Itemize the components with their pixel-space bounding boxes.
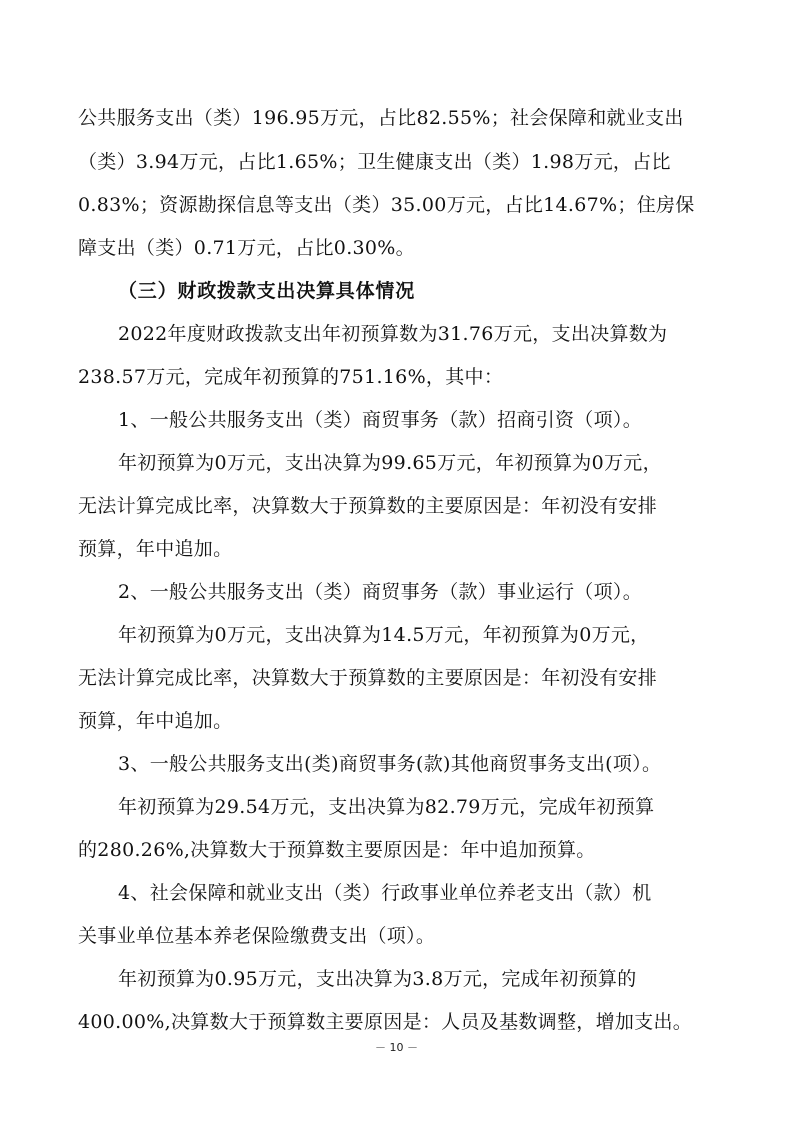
paragraph-line: 2022年度财政拨款支出年初预算数为31.76万元，支出决算数为 — [118, 323, 668, 345]
paragraph-line: 400.00%,决算数大于预算数主要原因是：人员及基数调整，增加支出。 — [78, 1011, 693, 1033]
paragraph-line: 的280.26%,决算数大于预算数主要原因是：年中追加预算。 — [78, 839, 596, 861]
paragraph-line: 障支出（类）0.71万元，占比0.30%。 — [78, 237, 415, 259]
paragraph-line: 0.83%；资源勘探信息等支出（类）35.00万元，占比14.67%；住房保 — [78, 194, 695, 216]
paragraph-line: 年初预算为0万元，支出决算为99.65万元，年初预算为0万元， — [118, 452, 662, 474]
paragraph-line: 无法计算完成比率，决算数大于预算数的主要原因是：年初没有安排 — [78, 667, 658, 689]
paragraph-line: （类）3.94万元，占比1.65%；卫生健康支出（类）1.98万元，占比 — [78, 151, 671, 173]
paragraph-line: 公共服务支出（类）196.95万元，占比82.55%；社会保障和就业支出 — [78, 107, 684, 129]
section-heading: （三）财政拨款支出决算具体情况 — [118, 280, 416, 302]
paragraph-line: 年初预算为0.95万元，支出决算为3.8万元，完成年初预算的 — [118, 968, 637, 990]
list-item-heading: 3、一般公共服务支出(类)商贸事务(款)其他商贸事务支出(项）。 — [118, 753, 662, 775]
paragraph-line: 关事业单位基本养老保险缴费支出（项）。 — [78, 925, 436, 947]
paragraph-line: 年初预算为29.54万元，支出决算为82.79万元，完成年初预算 — [118, 796, 655, 818]
paragraph-line: 预算，年中追加。 — [78, 538, 233, 560]
list-item-heading: 4、社会保障和就业支出（类）行政事业单位养老支出（款）机 — [118, 882, 652, 904]
paragraph-line: 238.57万元，完成年初预算的751.16%，其中： — [78, 366, 504, 388]
paragraph-line: 年初预算为0万元，支出决算为14.5万元，年初预算为0万元， — [118, 624, 650, 646]
list-item-heading: 1、一般公共服务支出（类）商贸事务（款）招商引资（项）。 — [118, 409, 642, 431]
page-number: － 10 － — [375, 1041, 418, 1054]
paragraph-line: 预算，年中追加。 — [78, 710, 233, 732]
list-item-heading: 2、一般公共服务支出（类）商贸事务（款）事业运行（项）。 — [118, 581, 642, 603]
paragraph-line: 无法计算完成比率，决算数大于预算数的主要原因是：年初没有安排 — [78, 495, 658, 517]
